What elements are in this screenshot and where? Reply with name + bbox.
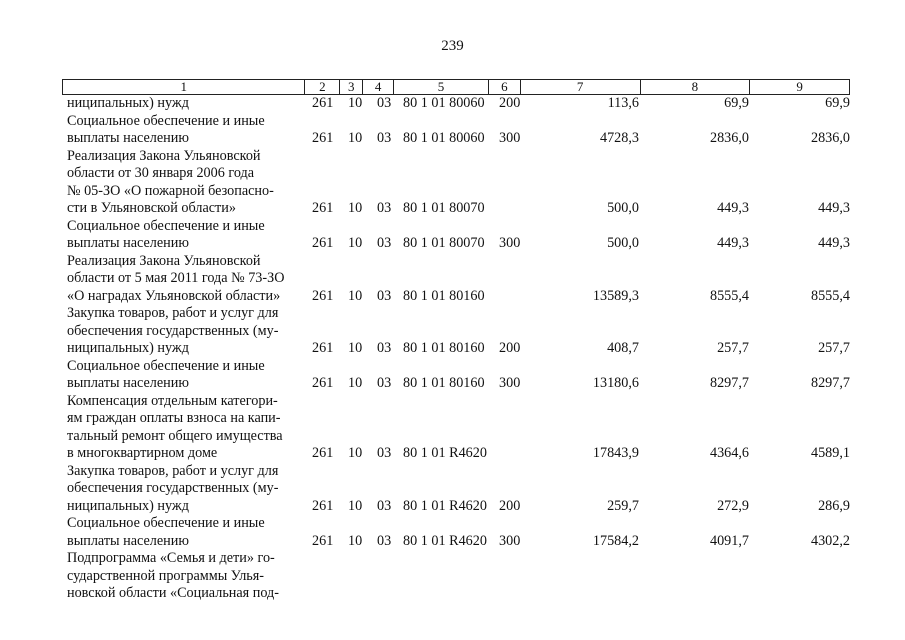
cell-c3: 10	[348, 340, 363, 356]
table-row	[0, 113, 905, 148]
cell-c3: 10	[348, 445, 363, 461]
description-line: Компенсация отдельным категори-	[67, 392, 278, 409]
cell-c7: 17843,9	[592, 445, 639, 461]
cell-c4: 03	[377, 235, 392, 251]
description-line: Социальное обеспечение и иные	[67, 357, 265, 374]
row-values	[0, 498, 905, 516]
page-number: 239	[441, 38, 464, 54]
cell-c6: 300	[499, 375, 521, 391]
table-row	[0, 95, 905, 113]
description-line: выплаты населению	[67, 130, 189, 146]
header-col-8: 8	[641, 80, 751, 94]
cell-c9: 449,3	[818, 200, 850, 216]
table-row	[0, 515, 905, 550]
row-values	[0, 585, 905, 603]
cell-c9: 449,3	[818, 235, 850, 251]
cell-c2: 261	[312, 532, 334, 549]
row-values	[0, 533, 905, 551]
cell-c7: 4728,3	[599, 130, 639, 146]
description-line: сударственной программы Улья-	[67, 567, 265, 584]
cell-c7: 13589,3	[592, 287, 639, 304]
description-line: выплаты населению	[67, 235, 189, 251]
cell-c4: 03	[377, 130, 392, 146]
cell-c5: 80 1 01 R4620	[403, 445, 487, 461]
header-col-7: 7	[521, 80, 641, 94]
cell-c4: 03	[377, 375, 392, 391]
cell-c9: 8555,4	[810, 287, 850, 304]
description-line: обеспечения государственных (му-	[67, 480, 279, 496]
cell-c5: 80 1 01 80060	[403, 95, 485, 111]
cell-c4: 03	[377, 95, 392, 111]
row-values	[0, 95, 905, 113]
cell-c7: 113,6	[607, 95, 639, 111]
row-values	[0, 375, 905, 393]
description-line: Подпрограмма «Семья и дети» го-	[67, 550, 275, 566]
cell-c4: 03	[377, 445, 392, 461]
cell-c6: 300	[499, 235, 521, 251]
cell-c9: 4589,1	[810, 445, 850, 461]
cell-c5: 80 1 01 80070	[403, 200, 485, 216]
cell-c5: 80 1 01 80160	[403, 287, 485, 304]
cell-c8: 2836,0	[709, 130, 749, 146]
table-row	[0, 305, 905, 358]
cell-c2: 261	[312, 340, 334, 356]
header-col-4: 4	[363, 80, 394, 94]
cell-c5: 80 1 01 80060	[403, 130, 485, 146]
cell-c8: 69,9	[724, 95, 749, 111]
description-line: ниципальных) нужд	[67, 497, 189, 514]
description-line: области от 30 января 2006 года	[67, 165, 255, 181]
cell-c4: 03	[377, 200, 392, 216]
table-row	[0, 218, 905, 253]
cell-c7: 13180,6	[592, 375, 639, 391]
cell-c8: 8555,4	[709, 287, 749, 304]
cell-c9: 8297,7	[810, 375, 850, 391]
header-col-9: 9	[796, 79, 803, 94]
cell-c2: 261	[312, 497, 334, 514]
cell-c2: 261	[312, 200, 334, 216]
table-row	[0, 358, 905, 393]
cell-c2: 261	[312, 375, 334, 391]
cell-c7: 259,7	[607, 497, 639, 514]
table-row	[0, 393, 905, 463]
cell-c9: 69,9	[825, 95, 850, 111]
description-line: области от 5 мая 2011 года № 73-ЗО	[67, 270, 285, 286]
description-line: в многоквартирном доме	[67, 445, 218, 461]
cell-c4: 03	[377, 287, 392, 304]
cell-c4: 03	[377, 340, 392, 356]
cell-c9: 257,7	[818, 340, 850, 356]
description-line: обеспечения государственных (му-	[67, 322, 279, 339]
row-values	[0, 288, 905, 306]
cell-c2: 261	[312, 130, 334, 146]
header-col-6: 6	[489, 80, 521, 94]
cell-c4: 03	[377, 532, 392, 549]
cell-c8: 8297,7	[709, 375, 749, 391]
description-line: Социальное обеспечение и иные	[67, 515, 265, 531]
description-line: «О наградах Ульяновской области»	[67, 287, 281, 304]
description-line: № 05-ЗО «О пожарной безопасно-	[67, 182, 274, 199]
description-line: Реализация Закона Ульяновской	[67, 252, 261, 269]
cell-c8: 449,3	[717, 235, 749, 251]
cell-c8: 4364,6	[709, 445, 749, 461]
header-col-2: 2	[305, 80, 340, 94]
table-row	[0, 550, 905, 603]
cell-c3: 10	[348, 130, 363, 146]
cell-c9: 286,9	[818, 497, 850, 514]
description-line: выплаты населению	[67, 532, 189, 549]
cell-c7: 17584,2	[592, 532, 639, 549]
cell-c5: 80 1 01 R4620	[403, 497, 487, 514]
description-line: новской области «Социальная под-	[67, 585, 279, 601]
table-row	[0, 148, 905, 218]
cell-c7: 500,0	[607, 200, 639, 216]
table-row	[0, 463, 905, 516]
cell-c6: 200	[499, 340, 521, 356]
description-line: Закупка товаров, работ и услуг для	[67, 462, 279, 479]
cell-c8: 257,7	[717, 340, 749, 356]
cell-c3: 10	[348, 287, 363, 304]
row-values	[0, 340, 905, 358]
description-line: ям граждан оплаты взноса на капи-	[67, 410, 281, 426]
description-line: Закупка товаров, работ и услуг для	[67, 305, 279, 321]
row-values	[0, 130, 905, 148]
cell-c2: 261	[312, 445, 334, 461]
cell-c5: 80 1 01 80070	[403, 235, 485, 251]
cell-c8: 449,3	[717, 200, 749, 216]
description-line: Реализация Закона Ульяновской	[67, 147, 261, 164]
cell-c6: 300	[499, 532, 521, 549]
cell-c3: 10	[348, 532, 363, 549]
header-col-3: 3	[340, 80, 363, 94]
cell-c3: 10	[348, 200, 363, 216]
description-line: ниципальных) нужд	[67, 95, 189, 111]
description-line: Социальное обеспечение и иные	[67, 217, 265, 234]
cell-c5: 80 1 01 80160	[403, 375, 485, 391]
header-col-1: 1	[63, 80, 305, 94]
cell-c7: 500,0	[607, 235, 639, 251]
cell-c8: 4091,7	[709, 532, 749, 549]
cell-c2: 261	[312, 287, 334, 304]
cell-c9: 2836,0	[810, 130, 850, 146]
cell-c6: 300	[499, 130, 521, 146]
cell-c9: 4302,2	[810, 532, 850, 549]
cell-c3: 10	[348, 497, 363, 514]
cell-c4: 03	[377, 497, 392, 514]
description-line: тальный ремонт общего имущества	[67, 427, 283, 444]
cell-c3: 10	[348, 95, 363, 111]
row-values	[0, 235, 905, 253]
row-values	[0, 445, 905, 463]
header-col-5: 5	[394, 80, 489, 94]
description-line: сти в Ульяновской области»	[67, 200, 236, 216]
cell-c2: 261	[312, 235, 334, 251]
cell-c2: 261	[312, 95, 334, 111]
cell-c8: 272,9	[717, 497, 749, 514]
table-body	[0, 95, 905, 603]
cell-c5: 80 1 01 80160	[403, 340, 485, 356]
table-header	[62, 79, 850, 95]
row-values	[0, 200, 905, 218]
cell-c5: 80 1 01 R4620	[403, 532, 487, 549]
cell-c3: 10	[348, 235, 363, 251]
table-row	[0, 253, 905, 306]
description-line: выплаты населению	[67, 375, 189, 391]
cell-c6: 200	[499, 497, 521, 514]
cell-c6: 200	[499, 95, 521, 111]
cell-c3: 10	[348, 375, 363, 391]
description-line: ниципальных) нужд	[67, 340, 189, 356]
cell-c7: 408,7	[607, 340, 639, 356]
description-line: Социальное обеспечение и иные	[67, 112, 265, 129]
